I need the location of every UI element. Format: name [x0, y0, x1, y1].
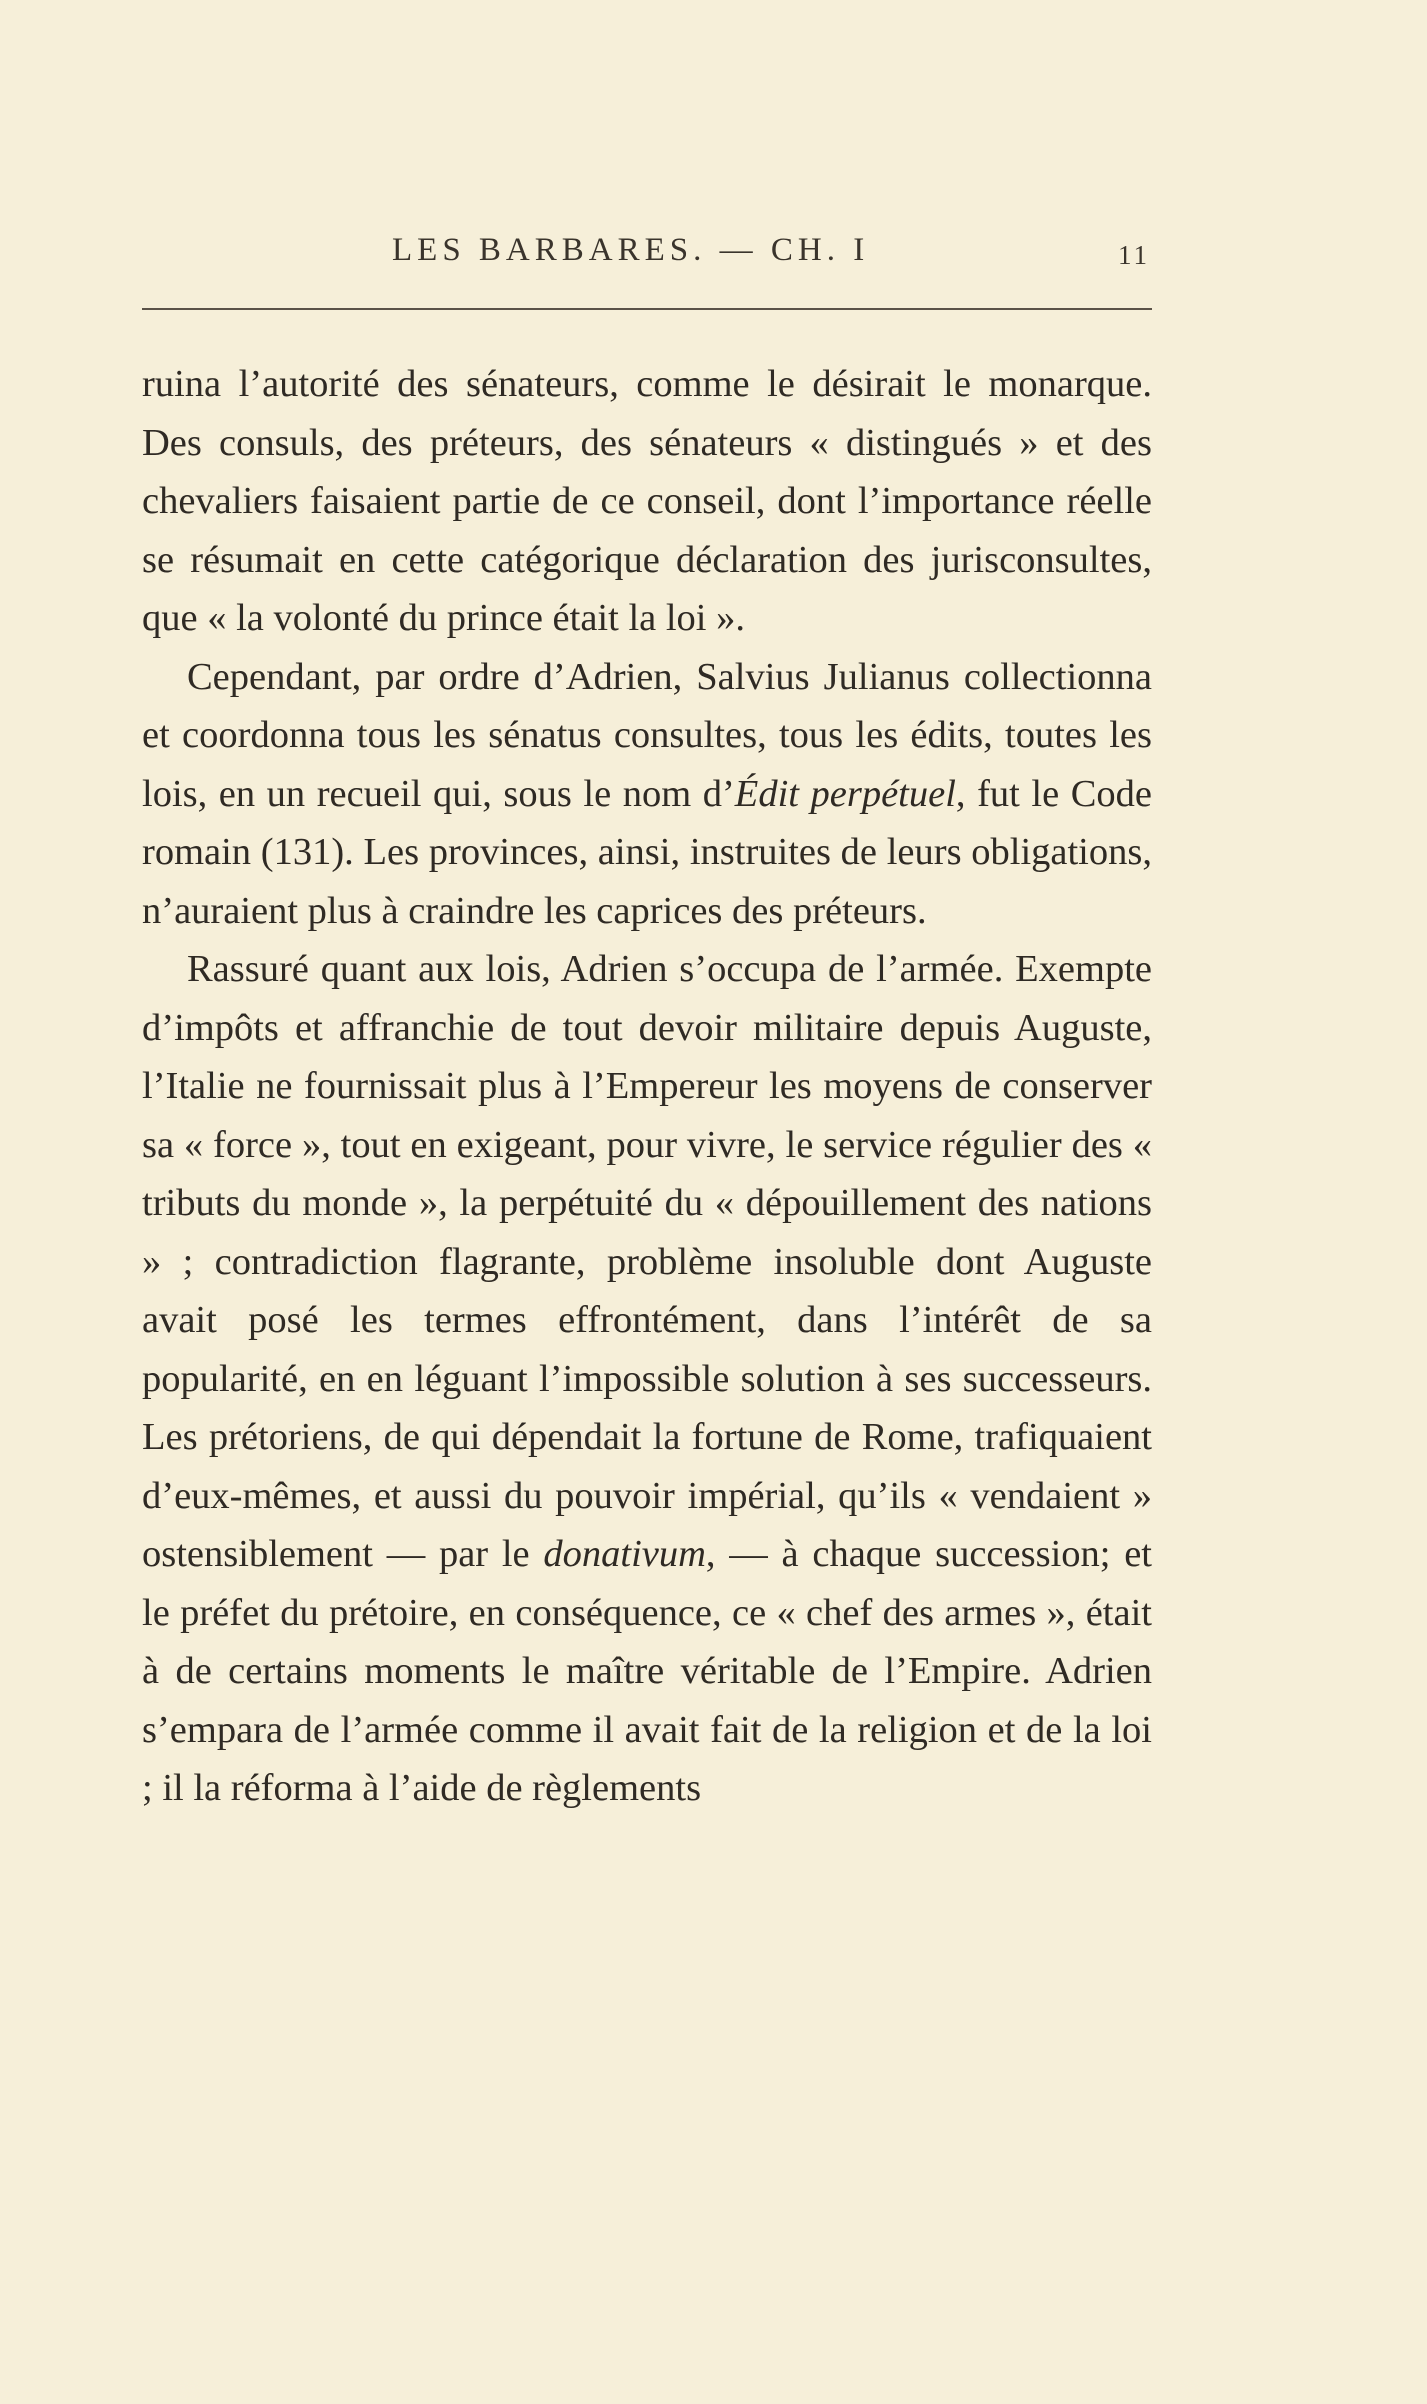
italic-title-edit-perpetuel: Édit perpétuel [734, 772, 956, 815]
paragraph-text: Rassuré quant aux lois, Adrien s’occupa de l’armée. Exempte d’impôts et affranchie de tout devoir militaire depuis Auguste, l’Italie ne fournissait plus à l’Empereur les moyens de conserver sa « force », tout en exigeant, pour vivre, le service régulier des « tributs du monde », la perpétuité du « dépouillement des nations » ; contradiction flagrante, problème insoluble dont Auguste avait posé les termes effrontément, dans l’intérêt de sa popularité, en en léguant l’impossible solution à ses successeurs. Les prétoriens, de qui dépendait la fortune de Rome, trafiquaient d’eux-mêmes, et aussi du pouvoir impérial, qu’ils « vendaient » ostensiblement — par le [142, 948, 1152, 1575]
header-rule [142, 308, 1152, 310]
paragraph-text: ruina l’autorité des sénateurs, comme le désirait le monarque. Des consuls, des préteurs, des sénateurs « distingués » et des chevaliers faisaient partie de ce conseil, dont l’importance réelle se résumait en cette catégorique déclaration des jurisconsultes, que « la volonté du prince était la loi ». [142, 363, 1152, 639]
body-text [142, 355, 1152, 1818]
page-number: 11 [1118, 240, 1150, 270]
running-head [142, 232, 1152, 282]
italic-term-donativum: donativum [543, 1533, 706, 1575]
running-title: LES BARBARES. — CH. I [392, 232, 870, 268]
paragraph-text: , — à chaque succession; et le préfet du prétoire, en conséquence, ce « chef des armes », était à de certains moments le maître véritable de l’Empire. Adrien s’empara de l’armée comme il avait fait de la religion et de la loi ; il la réforma à l’aide de règlements [142, 1533, 1152, 1809]
paragraph-1 [142, 355, 1152, 648]
paragraph-text: Cependant, par ordre d’Adrien, Salvius Julianus collectionna et coordonna tous les sénatus consultes, tous les édits, toutes les lois, en un recueil qui, sous le nom d’ [142, 655, 1152, 815]
paragraph-3 [142, 940, 1152, 1818]
paragraph-text: , fut le Code romain (131). Les provinces, ainsi, instruites de leurs obligations, n’auraient plus à craindre les caprices des préteurs. [142, 772, 1152, 932]
paragraph-2 [142, 648, 1152, 941]
